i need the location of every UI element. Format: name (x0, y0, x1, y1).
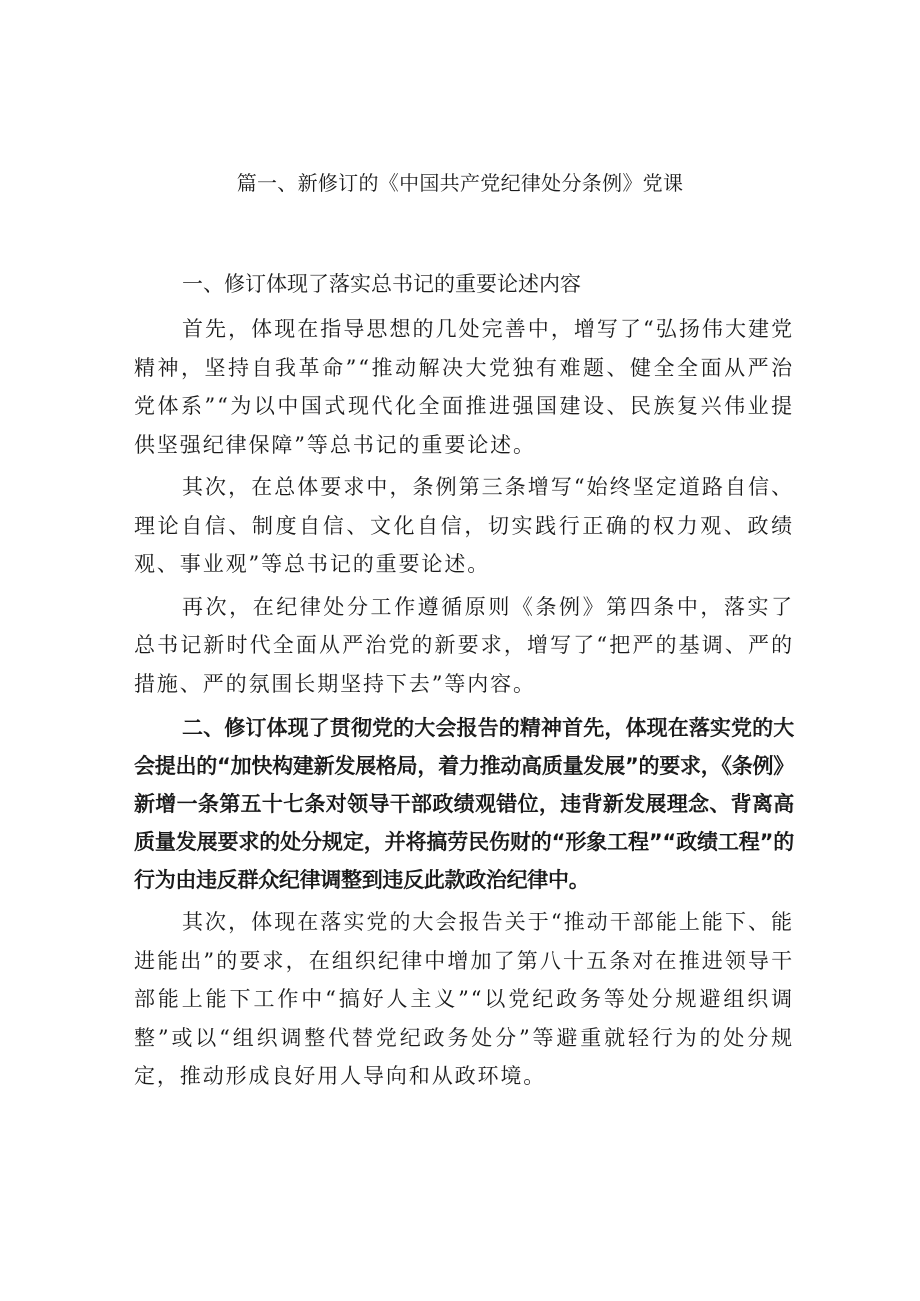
document-body (134, 266, 794, 1096)
paragraph-2: 其次，在总体要求中，条例第三条增写“始终坚定道路自信、理论自信、制度自信、文化自信，切实践行正确的权力观、政绩观、事业观”等总书记的重要论述。 (134, 475, 794, 576)
section-heading-2-paragraph: 二、修订体现了贯彻党的大会报告的精神首先，体现在落实党的大会提出的“加快构建新发展格局，着力推动高质量发展”的要求，《条例》新增一条第五十七条对领导干部政绩观错位，违背新发展理念、背离高质量发展要求的处分规定，并将搞劳民伤财的“形象工程”“政绩工程”的行为由违反群众纪律调整到违反此款政治纪律中。 (134, 716, 794, 892)
paragraph-1: 首先，体现在指导思想的几处完善中，增写了“弘扬伟大建党精神，坚持自我革命”“推动解决大党独有难题、健全全面从严治党体系”“为以中国式现代化全面推进强国建设、民族复兴伟业提供坚强纪律保障”等总书记的重要论述。 (134, 317, 794, 457)
paragraph-3: 再次，在纪律处分工作遵循原则《条例》第四条中，落实了总书记新时代全面从严治党的新要求，增写了“把严的基调、严的措施、严的氛围长期坚持下去”等内容。 (134, 594, 794, 696)
paragraph-5: 其次，体现在落实党的大会报告关于“推动干部能上能下、能进能出”的要求，在组织纪律中增加了第八十五条对在推进领导干部能上能下工作中“搞好人主义”“以党纪政务等处分规避组织调整”或以“组织调整代替党纪政务处分”等避重就轻行为的处分规定，推动形成良好用人导向和从政环境。 (134, 910, 794, 1088)
document-title: 篇一、新修订的《中国共产党纪律处分条例》党课 (236, 171, 684, 195)
section-heading-1: 一、修订体现了落实总书记的重要论述内容 (182, 272, 581, 296)
